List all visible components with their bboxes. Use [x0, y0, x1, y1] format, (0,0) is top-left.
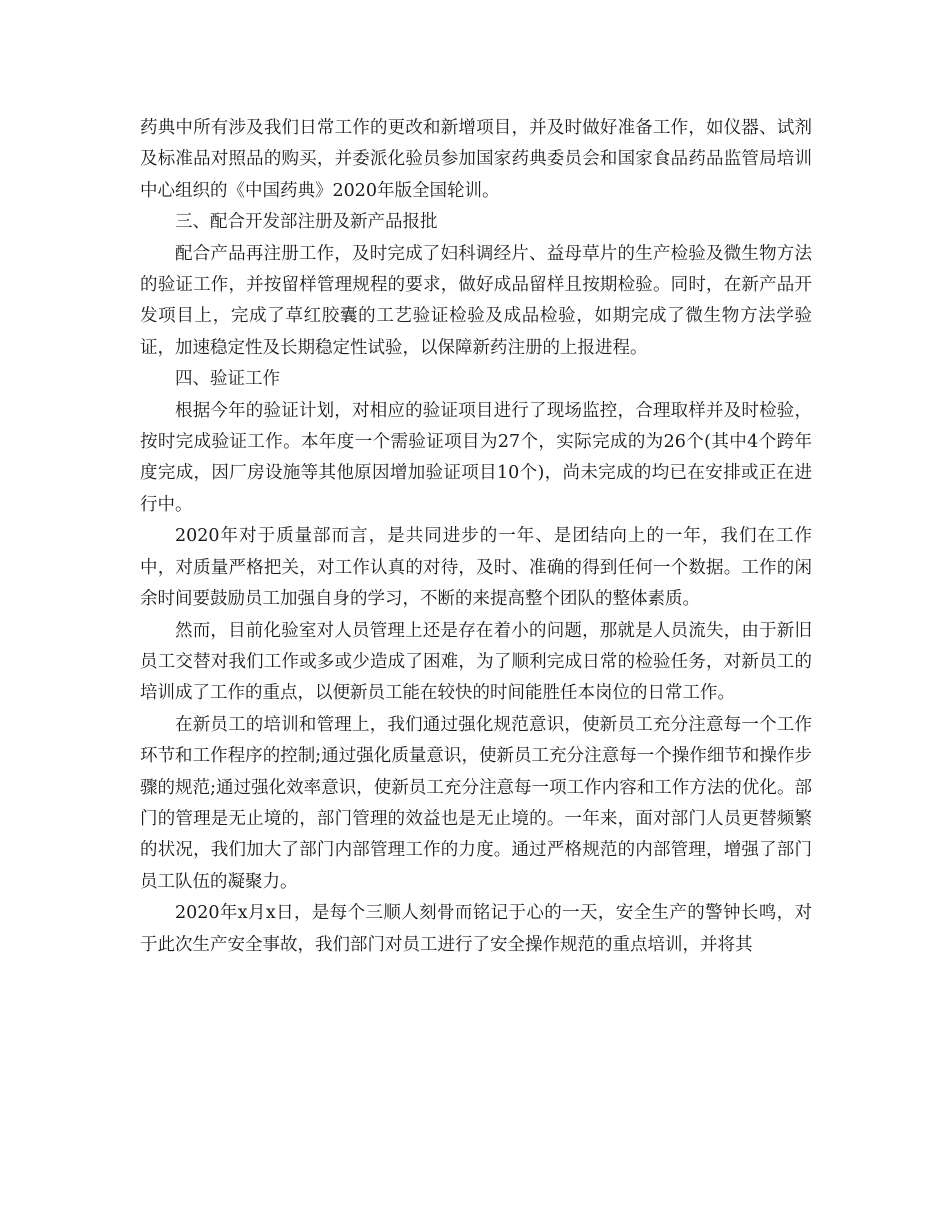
paragraph-continued: 药典中所有涉及我们日常工作的更改和新增项目，并及时做好准备工作，如仪器、试剂及标准品对照品的购买，并委派化验员参加国家药典委员会和国家食品药品监管局培训中心组织的《中国药典》2020年版全国轮训。 [140, 118, 812, 201]
section-heading-three: 三、配合开发部注册及新产品报批 [175, 212, 438, 233]
section-heading-four: 四、验证工作 [175, 369, 280, 390]
paragraph-quality-year: 2020年对于质量部而言，是共同进步的一年、是团结向上的一年，我们在工作中，对质量严格把关，对工作认真的对待，及时、准确的得到任何一个数据。工作的闲余时间要鼓励员工加强自身的学习，不断的来提高整个团队的整体素质。 [140, 526, 812, 610]
paragraph-staff-turnover: 然而，目前化验室对人员管理上还是存在着小的问题，那就是人员流失，由于新旧员工交替对我们工作或多或少造成了困难，为了顺利完成日常的检验任务，对新员工的培训成了工作的重点，以便新员工能在较快的时间能胜任本岗位的日常工作。 [140, 620, 812, 704]
paragraph-staff-training: 在新员工的培训和管理上，我们通过强化规范意识，使新员工充分注意每一个工作环节和工作程序的控制;通过强化质量意识，使新员工充分注意每一个操作细节和操作步骤的规范;通过强化效率意识，使新员工充分注意每一项工作内容和工作方法的优化。部门的管理是无止境的，部门管理的效益也是无止境的。一年来，面对部门人员更替频繁的状况，我们加大了部门内部管理工作的力度。通过严格规范的内部管理，增强了部门员工队伍的凝聚力。 [140, 714, 812, 892]
paragraph-safety-incident: 2020年x月x日，是每个三顺人刻骨而铭记于心的一天，安全生产的警钟长鸣，对于此次生产安全事故，我们部门对员工进行了安全操作规范的重点培训，并将其 [140, 903, 812, 955]
paragraph-product-registration: 配合产品再注册工作，及时完成了妇科调经片、益母草片的生产检验及微生物方法的验证工作，并按留样管理规程的要求，做好成品留样且按期检验。同时，在新产品开发项目上，完成了草红胶囊的工艺验证检验及成品检验，如期完成了微生物方法学验证，加速稳定性及长期稳定性试验，以保障新药注册的上报进程。 [140, 243, 812, 358]
document-body [140, 113, 812, 961]
paragraph-validation-plan: 根据今年的验证计划，对相应的验证项目进行了现场监控，合理取样并及时检验，按时完成验证工作。本年度一个需验证项目为27个，实际完成的为26个(其中4个跨年度完成，因厂房设施等其他原因增加验证项目10个)，尚未完成的均已在安排或正在进行中。 [140, 400, 812, 515]
